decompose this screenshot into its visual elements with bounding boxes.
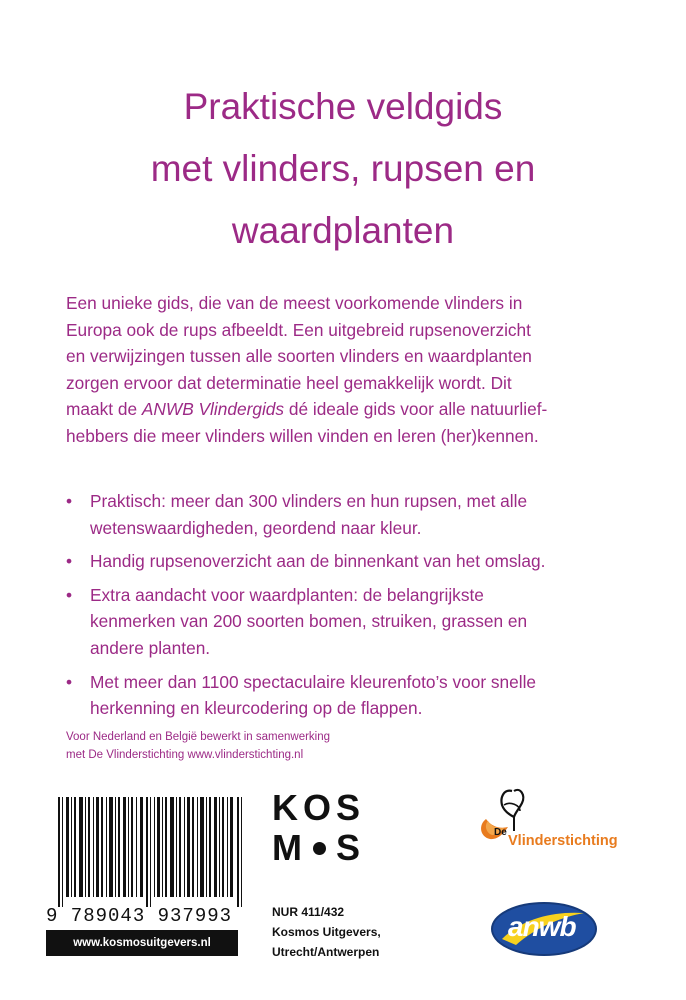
barcode-bars xyxy=(58,797,244,907)
kosmos-logo: K O S M S xyxy=(272,787,362,868)
intro-line: Europa ook de rups afbeeldt. Een uitgebreid rupsenoverzicht xyxy=(66,319,531,340)
feature-list xyxy=(66,488,646,729)
book-title: ANWB Vlindergids xyxy=(141,399,285,420)
bullet-icon: • xyxy=(66,491,73,511)
list-item: • Met meer dan 1100 spectaculaire kleurenfoto’s voor snelle herkenning en kleurcodering op de flappen. xyxy=(66,669,646,722)
intro-line: hebbers die meer vlinders willen vinden en leren (her)kennen. xyxy=(66,425,539,446)
headline-line: met vlinders, rupsen en xyxy=(150,148,536,189)
isbn-number: 9 789043 937993 xyxy=(46,905,233,927)
anwb-logo: anwb xyxy=(488,895,600,959)
vlinderstichting-logo: De Vlinderstichting xyxy=(474,785,624,849)
list-item: • Extra aandacht voor waardplanten: de belangrijkste kenmerken van 200 soorten bomen, struiken, grassen en andere planten. xyxy=(66,582,646,662)
kosmos-dot-icon xyxy=(313,842,326,855)
intro-paragraph xyxy=(66,290,626,450)
list-item: • Praktisch: meer dan 300 vlinders en hun rupsen, met alle wetenswaardigheden, geordend naar kleur. xyxy=(66,488,646,541)
intro-line: zorgen ervoor dat determinatie heel gemakkelijk wordt. Dit xyxy=(66,372,512,393)
cooperation-note: Voor Nederland en België bewerkt in samenwerking met De Vlinderstichting www.vlinderstichting.nl xyxy=(66,731,331,761)
bullet-icon: • xyxy=(66,671,73,692)
list-item: • Handig rupsenoverzicht aan de binnenkant van het omslag. xyxy=(66,548,646,575)
publisher-website[interactable]: www.kosmosuitgevers.nl xyxy=(46,930,238,956)
intro-line: Een unieke gids, die van de meest voorkomende vlinders in xyxy=(66,293,523,313)
intro-line: maakt de ANWB Vlindergids dé ideale gids voor alle natuurlief- xyxy=(66,399,548,420)
headline-line: waardplanten xyxy=(231,210,455,251)
bullet-icon: • xyxy=(66,584,73,605)
publisher-info: NUR 411/432 Kosmos Uitgevers, Utrecht/Antwerpen xyxy=(272,905,381,959)
headline-line: Praktische veldgids xyxy=(183,86,503,127)
headline xyxy=(40,76,646,262)
bullet-icon: • xyxy=(66,551,73,572)
intro-line: en verwijzingen tussen alle soorten vlinders en waardplanten xyxy=(66,346,532,367)
